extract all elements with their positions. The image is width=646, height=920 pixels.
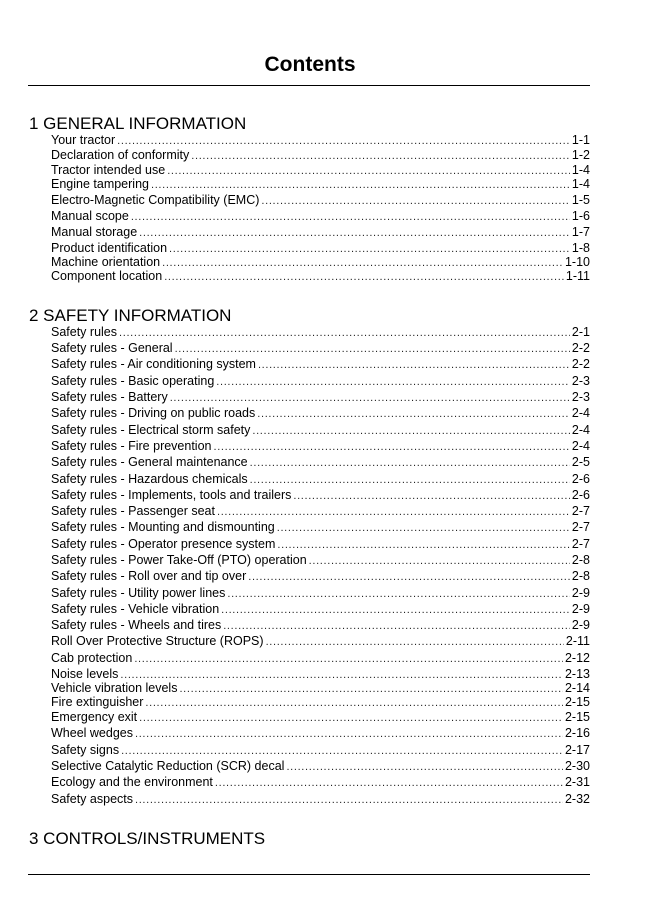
toc-entry-label: Safety rules - Operator presence system xyxy=(51,537,276,551)
toc-entry-label: Engine tampering xyxy=(51,177,149,191)
toc-entry[interactable] xyxy=(51,536,590,552)
toc-entry-label: Safety rules - Vehicle vibration xyxy=(51,602,220,616)
toc-entry[interactable] xyxy=(51,192,590,208)
toc-entry-label: Cab protection xyxy=(51,651,133,665)
section-heading: 1 GENERAL INFORMATION xyxy=(29,114,247,133)
toc-entry-page-number: 2-17 xyxy=(564,743,590,757)
toc-entry-label: Safety rules - Wheels and tires xyxy=(51,618,222,632)
dot-leader xyxy=(217,503,570,520)
toc-entry-label: Safety rules - Fire prevention xyxy=(51,439,212,453)
dot-leader xyxy=(131,208,570,225)
toc-entry-label: Your tractor xyxy=(51,133,116,147)
toc-entry[interactable] xyxy=(51,147,590,163)
toc-entry-label: Safety rules - Basic operating xyxy=(51,374,215,388)
toc-entry[interactable] xyxy=(51,405,590,421)
toc-entry[interactable] xyxy=(51,709,590,725)
dot-leader xyxy=(277,536,570,553)
toc-entry-page-number: 2-14 xyxy=(564,681,590,695)
dot-leader xyxy=(119,324,570,341)
toc-entry-label: Safety aspects xyxy=(51,792,133,806)
dot-leader xyxy=(277,519,570,536)
top-divider xyxy=(28,85,590,86)
toc-entry[interactable] xyxy=(51,422,590,438)
toc-entry[interactable] xyxy=(51,487,590,503)
toc-entry-label: Electro-Magnetic Compatibility (EMC) xyxy=(51,193,260,207)
toc-entry[interactable] xyxy=(51,340,590,356)
toc-entry-label: Noise levels xyxy=(51,667,119,681)
dot-leader xyxy=(170,389,570,406)
toc-entry-label: Safety rules - Mounting and dismounting xyxy=(51,520,275,534)
toc-entry[interactable] xyxy=(51,742,590,758)
section-heading: 2 SAFETY INFORMATION xyxy=(29,306,232,325)
dot-leader xyxy=(134,650,563,667)
toc-entry-label: Safety rules - Driving on public roads xyxy=(51,406,256,420)
toc-entry-label: Vehicle vibration levels xyxy=(51,681,178,695)
toc-entry[interactable] xyxy=(51,132,590,148)
toc-entry-label: Safety rules - Battery xyxy=(51,390,168,404)
toc-entry-page-number: 2-30 xyxy=(564,759,590,773)
toc-entry[interactable] xyxy=(51,694,590,710)
dot-leader xyxy=(258,356,570,373)
toc-entry[interactable] xyxy=(51,373,590,389)
dot-leader xyxy=(223,617,570,634)
toc-entry[interactable] xyxy=(51,650,590,666)
toc-entry-page-number: 2-7 xyxy=(571,520,590,534)
toc-entry-page-number: 2-15 xyxy=(564,710,590,724)
toc-entry-page-number: 2-9 xyxy=(571,602,590,616)
toc-entry-page-number: 2-3 xyxy=(571,390,590,404)
dot-leader xyxy=(221,601,570,618)
toc-entry[interactable] xyxy=(51,224,590,240)
toc-entry-page-number: 2-6 xyxy=(571,488,590,502)
toc-entry-page-number: 2-7 xyxy=(571,504,590,518)
toc-entry-label: Emergency exit xyxy=(51,710,138,724)
dot-leader xyxy=(214,438,570,455)
dot-leader xyxy=(135,725,563,742)
toc-entry-page-number: 2-2 xyxy=(571,357,590,371)
toc-entry-page-number: 1-1 xyxy=(571,133,590,147)
toc-entry-page-number: 1-8 xyxy=(571,241,590,255)
toc-entry-label: Safety signs xyxy=(51,743,120,757)
toc-entry-page-number: 2-4 xyxy=(571,423,590,437)
dot-leader xyxy=(135,791,563,808)
dot-leader xyxy=(151,176,570,193)
dot-leader xyxy=(250,471,570,488)
toc-entry-label: Declaration of conformity xyxy=(51,148,190,162)
toc-entry-page-number: 2-9 xyxy=(571,618,590,632)
toc-entry-page-number: 1-4 xyxy=(571,163,590,177)
toc-entry-label: Fire extinguisher xyxy=(51,695,144,709)
toc-entry-label: Safety rules - Passenger seat xyxy=(51,504,215,518)
toc-entry-label: Safety rules - Utility power lines xyxy=(51,586,226,600)
toc-entry-page-number: 1-6 xyxy=(571,209,590,223)
toc-entry[interactable] xyxy=(51,585,590,601)
toc-entry-page-number: 1-5 xyxy=(571,193,590,207)
dot-leader xyxy=(252,422,570,439)
toc-entry[interactable] xyxy=(51,601,590,617)
toc-entry-page-number: 1-10 xyxy=(564,255,590,269)
dot-leader xyxy=(293,487,570,504)
toc-entry-page-number: 2-8 xyxy=(571,569,590,583)
toc-entry-label: Manual scope xyxy=(51,209,129,223)
toc-entry-page-number: 2-1 xyxy=(571,325,590,339)
bottom-divider xyxy=(28,874,590,875)
toc-entry-page-number: 1-11 xyxy=(565,269,590,283)
dot-leader xyxy=(215,774,563,791)
toc-entry-label: Safety rules - General maintenance xyxy=(51,455,248,469)
dot-leader xyxy=(139,224,570,241)
toc-entry[interactable] xyxy=(51,454,590,470)
toc-entry-page-number: 2-12 xyxy=(564,651,590,665)
dot-leader xyxy=(216,373,570,390)
toc-entry[interactable] xyxy=(51,552,590,568)
toc-entry[interactable] xyxy=(51,519,590,535)
dot-leader xyxy=(266,633,564,650)
toc-entry[interactable] xyxy=(51,758,590,774)
toc-entry[interactable] xyxy=(51,617,590,633)
toc-entry[interactable] xyxy=(51,324,590,340)
toc-entry-page-number: 1-2 xyxy=(571,148,590,162)
dot-leader xyxy=(248,568,570,585)
toc-entry-page-number: 2-16 xyxy=(564,726,590,740)
toc-entry-page-number: 1-4 xyxy=(571,177,590,191)
toc-entry-label: Safety rules xyxy=(51,325,118,339)
toc-entry-label: Safety rules - General xyxy=(51,341,173,355)
dot-leader xyxy=(139,709,563,726)
dot-leader xyxy=(164,268,564,285)
dot-leader xyxy=(250,454,570,471)
toc-entry-page-number: 2-11 xyxy=(565,634,590,648)
toc-entry[interactable] xyxy=(51,268,590,284)
dot-leader xyxy=(309,552,570,569)
toc-entry-page-number: 1-7 xyxy=(571,225,590,239)
toc-entry[interactable] xyxy=(51,791,590,807)
toc-entry-label: Safety rules - Air conditioning system xyxy=(51,357,256,371)
toc-entry-label: Safety rules - Power Take-Off (PTO) operation xyxy=(51,553,307,567)
toc-entry-label: Machine orientation xyxy=(51,255,161,269)
dot-leader xyxy=(286,758,563,775)
page-title: Contents xyxy=(264,53,356,76)
toc-entry[interactable] xyxy=(51,176,590,192)
toc-entry-label: Safety rules - Electrical storm safety xyxy=(51,423,251,437)
dot-leader xyxy=(121,742,563,759)
toc-entry-label: Selective Catalytic Reduction (SCR) decal xyxy=(51,759,285,773)
toc-entry[interactable] xyxy=(51,208,590,224)
toc-entry-label: Ecology and the environment xyxy=(51,775,213,789)
toc-entry[interactable] xyxy=(51,633,590,649)
toc-entry-page-number: 2-6 xyxy=(571,472,590,486)
toc-entry-page-number: 2-4 xyxy=(571,406,590,420)
dot-leader xyxy=(227,585,570,602)
toc-entry[interactable] xyxy=(51,774,590,790)
toc-entry-label: Wheel wedges xyxy=(51,726,133,740)
dot-leader xyxy=(175,340,570,357)
toc-entry-page-number: 2-2 xyxy=(571,341,590,355)
toc-entry-page-number: 2-32 xyxy=(564,792,590,806)
toc-entry[interactable] xyxy=(51,389,590,405)
toc-entry-page-number: 2-4 xyxy=(571,439,590,453)
toc-entry[interactable] xyxy=(51,725,590,741)
toc-entry-page-number: 2-31 xyxy=(564,775,590,789)
toc-entry-page-number: 2-9 xyxy=(571,586,590,600)
toc-entry-label: Manual storage xyxy=(51,225,138,239)
toc-entry-label: Tractor intended use xyxy=(51,163,166,177)
toc-entry-page-number: 2-8 xyxy=(571,553,590,567)
toc-entry-page-number: 2-15 xyxy=(564,695,590,709)
dot-leader xyxy=(257,405,570,422)
toc-entry-page-number: 2-7 xyxy=(571,537,590,551)
toc-entry-page-number: 2-13 xyxy=(564,667,590,681)
toc-entry-page-number: 2-3 xyxy=(571,374,590,388)
toc-entry[interactable] xyxy=(51,568,590,584)
toc-entry-label: Safety rules - Roll over and tip over xyxy=(51,569,247,583)
toc-entry-page-number: 2-5 xyxy=(571,455,590,469)
toc-entry-label: Roll Over Protective Structure (ROPS) xyxy=(51,634,264,648)
toc-entry[interactable] xyxy=(51,471,590,487)
toc-entry[interactable] xyxy=(51,503,590,519)
toc-entry-label: Component location xyxy=(51,269,163,283)
toc-entry[interactable] xyxy=(51,438,590,454)
toc-entry-label: Product identification xyxy=(51,241,168,255)
toc-entry[interactable] xyxy=(51,356,590,372)
toc-entry-label: Safety rules - Implements, tools and trailers xyxy=(51,488,292,502)
section-heading: 3 CONTROLS/INSTRUMENTS xyxy=(29,829,266,848)
toc-entry-label: Safety rules - Hazardous chemicals xyxy=(51,472,248,486)
dot-leader xyxy=(261,192,570,209)
